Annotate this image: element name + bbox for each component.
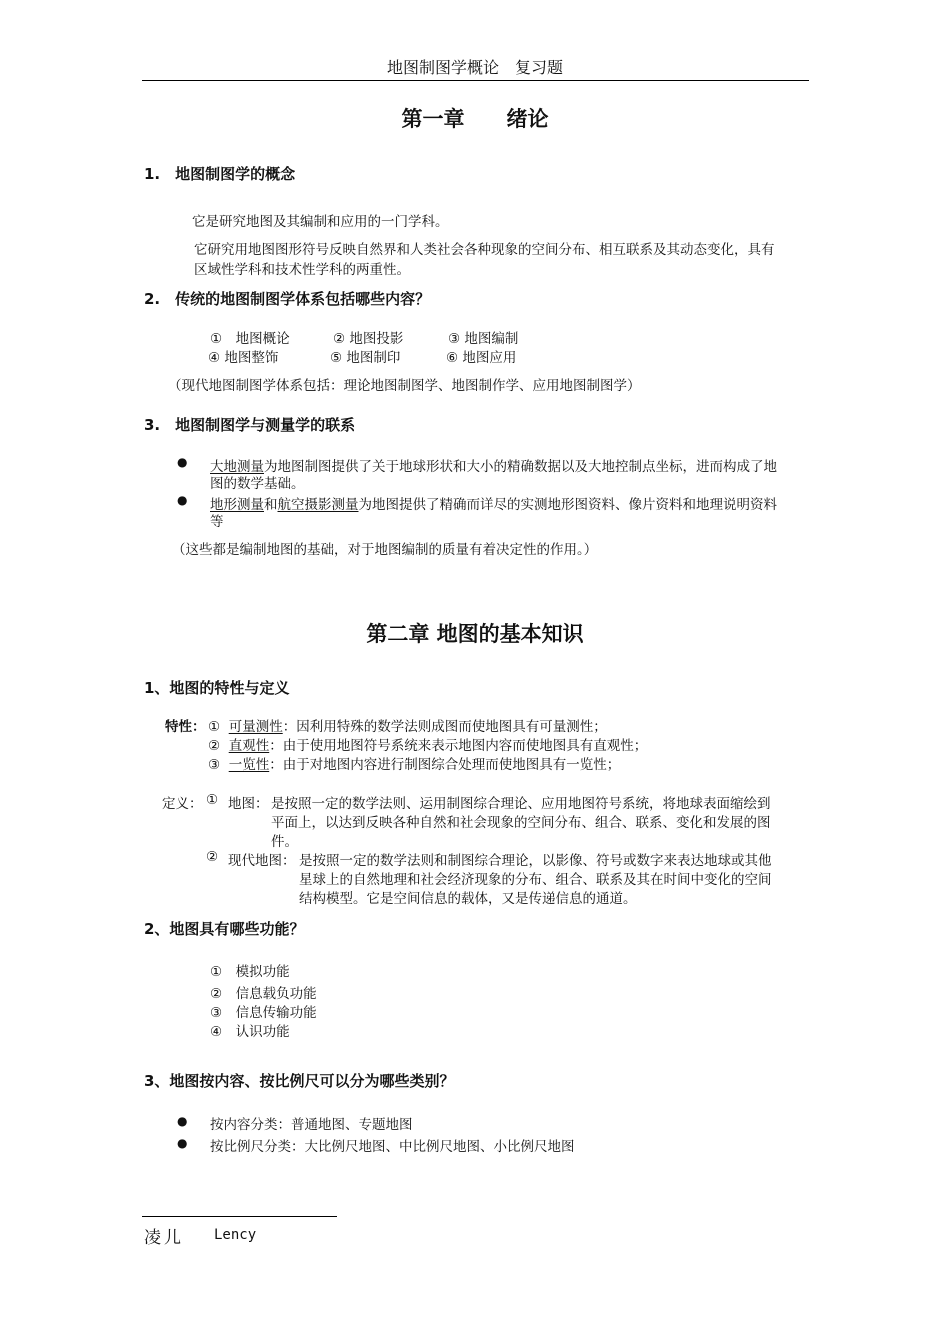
conjunction: 和 <box>264 497 278 513</box>
definition-2-line-1: 是按照一定的数学法则和制图综合理论，以影像、符号或数字来表达地球或其他 <box>299 853 772 869</box>
q1-1-paragraph-2-line-1: 它研究用地图图形符号反映自然界和人类社会各种现象的空间分布、相互联系及其动态变化，具有 <box>194 242 775 258</box>
function-item: ③ 信息传输功能 <box>210 1005 317 1021</box>
property-desc: ：由于对地图内容进行制图综合处理而使地图具有一览性； <box>269 757 621 773</box>
property-desc: ：因利用特殊的数学法则成图而使地图具有可量测性； <box>282 719 607 735</box>
q1-3-bullet-1-line-2: 图的数学基础。 <box>210 476 305 492</box>
q1-2-item: ① 地图概论 <box>210 331 290 347</box>
q1-3-bullet-2-text: 为地图提供了精确而详尽的实测地形图资料、像片资料和地理说明资料 <box>358 497 777 513</box>
q1-3-bullet-2-line-1 <box>210 493 777 513</box>
definition-2-line-3: 结构模型。它是空间信息的载体，又是传递信息的通道。 <box>299 891 637 907</box>
definition-2-number: ② <box>206 849 219 865</box>
header-divider <box>142 80 809 81</box>
definition-1-line-1: 是按照一定的数学法则、运用制图综合理论、应用地图符号系统，将地球表面缩绘到 <box>271 796 771 812</box>
term-topographic-survey: 地形测量 <box>210 497 264 513</box>
bullet-icon: ● <box>177 493 188 507</box>
question-1-1-title: 1. 地图制图学的概念 <box>144 165 296 183</box>
chapter-1-title: 第一章 绪论 <box>401 107 549 131</box>
footer-author-name: 凌儿 <box>144 1228 184 1248</box>
footer-author-english: Lency <box>214 1227 257 1243</box>
definition-2-line-2: 星球上的自然地理和社会经济现象的分布、组合、联系及其在时间中变化的空间 <box>299 872 772 888</box>
footer-divider <box>142 1216 337 1217</box>
question-2-1-title: 1、地图的特性与定义 <box>144 679 290 697</box>
definition-1-term: 地图： <box>228 796 269 812</box>
properties-label: 特性： <box>165 719 206 735</box>
q1-2-item: ② 地图投影 <box>333 331 404 347</box>
function-item: ① 模拟功能 <box>210 964 290 980</box>
definition-2-term: 现代地图： <box>228 853 296 869</box>
definition-1-line-2: 平面上，以达到反映各种自然和社会现象的空间分布、组合、联系、变化和发展的图 <box>271 815 771 831</box>
category-item: 按内容分类：普通地图、专题地图 <box>210 1117 413 1133</box>
term-geodetic-survey: 大地测量 <box>210 459 264 475</box>
question-1-2-title: 2. 传统的地图制图学体系包括哪些内容？ <box>144 290 431 308</box>
q1-3-bullet-1-text: 为地图制图提供了关于地球形状和大小的精确数据以及大地控制点坐标，进而构成了地 <box>264 459 777 475</box>
q1-3-note: （这些都是编制地图的基础，对于地图编制的质量有着决定性的作用。） <box>172 542 598 558</box>
definition-label: 定义： <box>162 796 203 812</box>
q1-2-item: ⑥ 地图应用 <box>446 350 517 366</box>
property-item <box>208 734 647 754</box>
function-item: ④ 认识功能 <box>210 1024 290 1040</box>
chapter-2-title: 第二章 地图的基本知识 <box>366 622 584 646</box>
term-aerial-photogrammetry: 航空摄影测量 <box>277 497 359 513</box>
property-term: 直观性 <box>228 738 270 754</box>
page-header-title: 地图制图学概论 复习题 <box>386 58 563 77</box>
q1-2-item: ⑤ 地图制印 <box>330 350 401 366</box>
category-item: 按比例尺分类：大比例尺地图、中比例尺地图、小比例尺地图 <box>210 1139 575 1155</box>
bullet-icon: ● <box>177 1136 188 1150</box>
property-term: 一览性 <box>228 757 270 773</box>
property-item <box>208 715 607 735</box>
property-item <box>208 753 620 773</box>
question-2-3-title: 3、地图按内容、按比例尺可以分为哪些类别？ <box>144 1072 455 1090</box>
question-1-3-title: 3. 地图制图学与测量学的联系 <box>144 416 356 434</box>
q1-1-paragraph-1: 它是研究地图及其编制和应用的一门学科。 <box>192 214 449 230</box>
q1-2-item: ③ 地图编制 <box>448 331 519 347</box>
q1-3-bullet-2-line-2: 等 <box>210 514 224 530</box>
property-number: ② <box>208 738 221 754</box>
q1-1-paragraph-2-line-2: 区域性学科和技术性学科的两重性。 <box>194 262 410 278</box>
property-desc: ：由于使用地图符号系统来表示地图内容而使地图具有直观性； <box>269 738 648 754</box>
definition-1-line-3: 件。 <box>271 834 298 850</box>
bullet-icon: ● <box>177 455 188 469</box>
bullet-icon: ● <box>177 1114 188 1128</box>
property-number: ③ <box>208 757 221 773</box>
question-2-2-title: 2、地图具有哪些功能？ <box>144 920 305 938</box>
q1-2-item: ④ 地图整饰 <box>208 350 279 366</box>
property-number: ① <box>208 719 221 735</box>
q1-2-note: （现代地图制图学体系包括：理论地图制图学、地图制作学、应用地图制图学） <box>168 378 641 394</box>
definition-1-number: ① <box>206 792 219 808</box>
function-item: ② 信息载负功能 <box>210 986 317 1002</box>
property-term: 可量测性 <box>228 719 283 735</box>
